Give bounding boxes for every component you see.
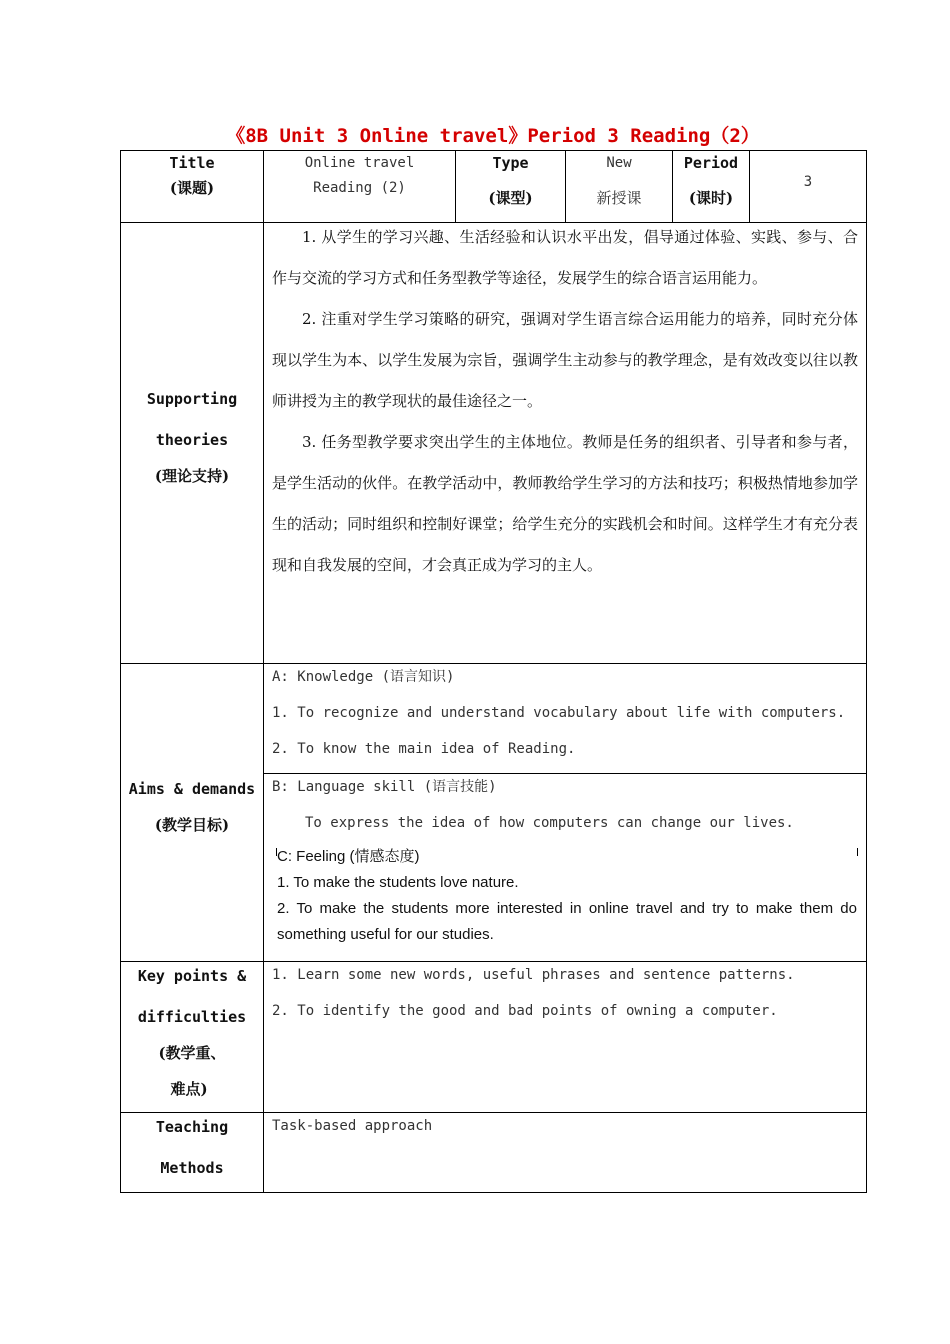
key-point-item-1: 1. Learn some new words, useful phrases and sentence patterns. xyxy=(272,967,795,983)
table-border-bottom xyxy=(120,1192,867,1193)
label-column-divider xyxy=(263,150,264,1193)
aims-label-cell xyxy=(121,664,263,961)
knowledge-item-2: 2. To know the main idea of Reading. xyxy=(272,741,576,757)
key-points-label-line2: difficulties xyxy=(137,1008,247,1026)
feeling-item-1: 1. To make the students love nature. xyxy=(277,874,519,891)
supporting-label-cell xyxy=(121,223,263,663)
supporting-paragraph-1: 1. 从学生的学习兴趣、生活经验和认识水平出发，倡导通过体验、实践、参与、合作与交流的学习方式和任务型教学等途径，发展学生的综合语言运用能力。 xyxy=(272,228,858,287)
aims-knowledge-block xyxy=(272,666,862,760)
table-border-top xyxy=(120,150,867,151)
supporting-paragraph-3: 3. 任务型教学要求突出学生的主体地位。教师是任务的组织者、引导者和参与者，是学生活动的伙伴。在教学活动中，教师教给学生学习的方法和技巧；积极热情地参加学生的活动；同时组织和控制好课堂；给学生充分的实践机会和时间。这样学生才有充分表现和自我发展的空间，才会真正成为学习的主人。 xyxy=(272,433,858,574)
feeling-heading: C: Feeling (情感态度) xyxy=(277,848,420,865)
supporting-content-cell xyxy=(272,217,858,586)
methods-label-line1: Teaching xyxy=(155,1118,229,1136)
period-value: 3 xyxy=(803,174,813,190)
title-value-line2: Reading (2) xyxy=(313,180,406,196)
aims-sub-separator xyxy=(263,773,867,774)
period-label: Period xyxy=(683,154,739,172)
key-points-label-cn2: 难点) xyxy=(170,1080,208,1098)
supporting-paragraph-2: 2. 注重对学生学习策略的研究，强调对学生语言综合运用能力的培养，同时充分体现以学生为本、以学生发展为宗旨，强调学生主动参与的教学理念，是有效改变以往以教师讲授为主的教学现状的最佳途径之一。 xyxy=(272,310,858,410)
skill-item: To express the idea of how computers can change our lives. xyxy=(305,815,794,831)
type-value-line2: 新授课 xyxy=(596,189,642,207)
title-label-cn: (课题) xyxy=(169,179,215,197)
key-points-label-line1: Key points & xyxy=(137,967,247,985)
type-label: Type xyxy=(492,154,529,172)
supporting-label-line1: Supporting xyxy=(146,390,238,408)
title-value-cell xyxy=(264,152,455,222)
aims-skill-block xyxy=(272,776,862,834)
title-label-cell xyxy=(121,152,263,222)
key-point-item-2: 2. To identify the good and bad points of owning a computer. xyxy=(272,1003,778,1019)
type-value-line1: New xyxy=(606,155,632,171)
period-label-cn: (课时) xyxy=(688,189,734,207)
table-border-right xyxy=(866,150,867,1193)
aims-label-cn: (教学目标) xyxy=(154,816,230,834)
feeling-tick-right xyxy=(857,848,858,856)
type-value-cell xyxy=(566,152,672,222)
feeling-item-2: 2. To make the students more interested in online travel and try to make them do something useful for our studies. xyxy=(277,900,857,943)
supporting-label-line2: theories xyxy=(155,431,229,449)
type-label-cn: (课型) xyxy=(488,189,533,207)
period-label-cell xyxy=(673,152,749,222)
skill-heading: B: Language skill (语言技能) xyxy=(272,779,497,795)
methods-label-line2: Methods xyxy=(160,1159,224,1177)
aims-label-line1: Aims & demands xyxy=(128,780,256,798)
key-points-label-cell xyxy=(121,962,263,1112)
key-points-content-cell xyxy=(272,964,862,1022)
document-title: 《8B Unit 3 Online travel》Period 3 Reading（2） xyxy=(226,125,760,147)
supporting-label-cn: (理论支持) xyxy=(154,467,230,485)
period-value-cell xyxy=(750,152,866,222)
methods-value: Task-based approach xyxy=(272,1118,433,1134)
key-points-label-cn1: (教学重、 xyxy=(158,1044,226,1062)
methods-content-cell xyxy=(272,1115,862,1137)
title-label: Title xyxy=(169,154,215,172)
knowledge-item-1: 1. To recognize and understand vocabulary about life with computers. xyxy=(272,705,846,721)
title-value-line1: Online travel xyxy=(304,155,415,171)
aims-feeling-block xyxy=(277,844,857,948)
type-label-cell xyxy=(456,152,565,222)
knowledge-heading: A: Knowledge (语言知识) xyxy=(272,669,455,685)
methods-label-cell xyxy=(121,1113,263,1192)
